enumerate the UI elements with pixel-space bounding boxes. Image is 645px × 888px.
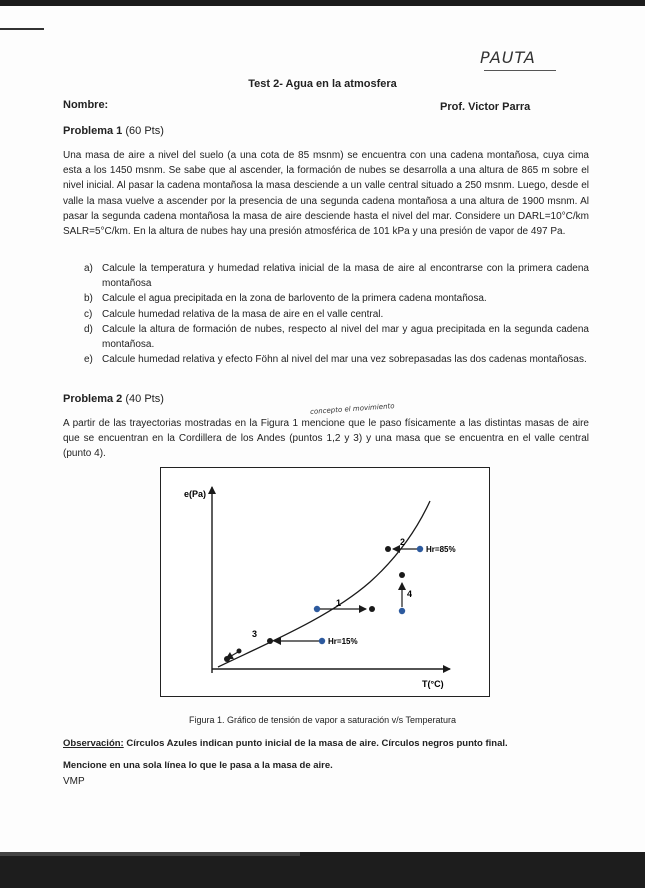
label-3: 3: [252, 629, 258, 639]
question-item: [84, 262, 589, 291]
figure-caption: Figura 1. Gráfico de tensión de vapor a saturación v/s Temperatura: [189, 715, 456, 725]
question-item: [84, 292, 589, 307]
problem1-points: (60 Pts): [125, 125, 164, 137]
question-mark: d): [84, 324, 93, 335]
problem2-text: A partir de las trayectorias mostradas en la Figura 1 mencione que le paso físicamente a las distintas masas de aire que se encuentran en la Cordillera de los Andes (puntos 1,2 y 3) y una masa que se encuentra en el valle central (punto 4).: [63, 418, 589, 460]
scan-border-bottom: [0, 852, 645, 888]
question-text: Calcule la temperatura y humedad relativa inicial de la masa de aire al encontrarse con la primera cadena montañosa: [102, 263, 589, 289]
professor-label: Prof. Victor Parra: [440, 101, 531, 113]
label-hr85: Hr=85%: [426, 545, 456, 554]
problem1-heading: [63, 125, 164, 137]
question-mark: c): [84, 308, 93, 320]
question-text: Calcule humedad relativa y efecto Föhn al nivel del mar una vez sobrepasadas las dos cadenas montañosas.: [102, 354, 587, 365]
question-item: [84, 353, 589, 368]
observation-text: Círculos Azules indican punto inicial de la masa de aire. Círculos negros punto final.: [123, 738, 508, 749]
question-mark: a): [84, 263, 93, 274]
black-point-origin: [224, 656, 230, 662]
label-1: 1: [336, 598, 342, 608]
x-axis-label: T(°C): [422, 679, 444, 689]
black-point-origin-2: [237, 649, 242, 654]
black-point-1: [369, 606, 375, 612]
signature: VMP: [63, 776, 85, 787]
label-4: 4: [407, 589, 413, 599]
question-item: [84, 308, 589, 323]
blue-point-3: [319, 638, 325, 644]
vapor-pressure-diagram: [160, 467, 490, 697]
page-title: Test 2- Agua en la atmosfera: [248, 78, 397, 90]
question-mark: e): [84, 354, 93, 365]
problem1-text: Una masa de aire a nivel del suelo (a una cota de 85 msnm) se encuentra con una cadena montañosa, cuya cima esta a los 1450 msnm. Se sabe que al ascender, la formación de nubes se desarrolla a una altura de 865 m sobre el nivel inicial. Al pasar la cadena montañosa la masa desciende a un valle central situado a 250 msnm. Luego, desde el valle la masa vuelve a ascender por la presencia de una segunda cadena montañosa a una altura de 1900 msnm. Al pasar la segunda cadena montañosa la masa de aire desciende hasta el nivel del mar. Considere un DARL=10°C/km SALR=5°C/km. En la altura de nubes hay una presión atmosférica de 101 kPa y una presión de vapor de 497 Pa.: [63, 150, 589, 238]
question-mark: b): [84, 293, 93, 304]
black-point-3: [267, 638, 273, 644]
problem1-questions: [84, 262, 589, 369]
blue-point-2: [417, 546, 423, 552]
label-2: 2: [400, 537, 406, 547]
observation: [63, 738, 508, 749]
question-text: Calcule humedad relativa de la masa de aire en el valle central.: [102, 308, 384, 320]
black-point-2: [385, 546, 391, 552]
black-point-4: [399, 572, 405, 578]
problem2-points: (40 Pts): [125, 393, 164, 405]
problem2-title: Problema 2: [63, 393, 123, 405]
pauta-stamp: PAUTA: [480, 48, 536, 67]
question-text: Calcule la altura de formación de nubes, respecto al nivel del mar y agua precipitada en la segunda cadena montañosa.: [102, 324, 589, 350]
problem2-heading: [63, 393, 164, 405]
pauta-underline: [484, 70, 556, 71]
y-axis-label: e(Pa): [184, 489, 207, 499]
question-item: [84, 323, 589, 352]
observation-label: Observación:: [63, 738, 124, 749]
scan-mark: [0, 28, 44, 30]
scan-border-top: [0, 0, 645, 6]
label-hr15: Hr=15%: [328, 637, 358, 646]
problem1-title: Problema 1: [63, 125, 123, 137]
scan-border-bottom-line: [0, 852, 300, 856]
nombre-label: Nombre:: [63, 99, 109, 111]
handwritten-note: concepto el movimiento: [309, 402, 395, 416]
blue-point-1: [314, 606, 320, 612]
blue-point-4: [399, 608, 405, 614]
instruction-line: Mencione en una sola línea lo que le pasa a la masa de aire.: [63, 760, 333, 771]
question-text: Calcule el agua precipitada en la zona de barlovento de la primera cadena montañosa.: [102, 293, 487, 304]
